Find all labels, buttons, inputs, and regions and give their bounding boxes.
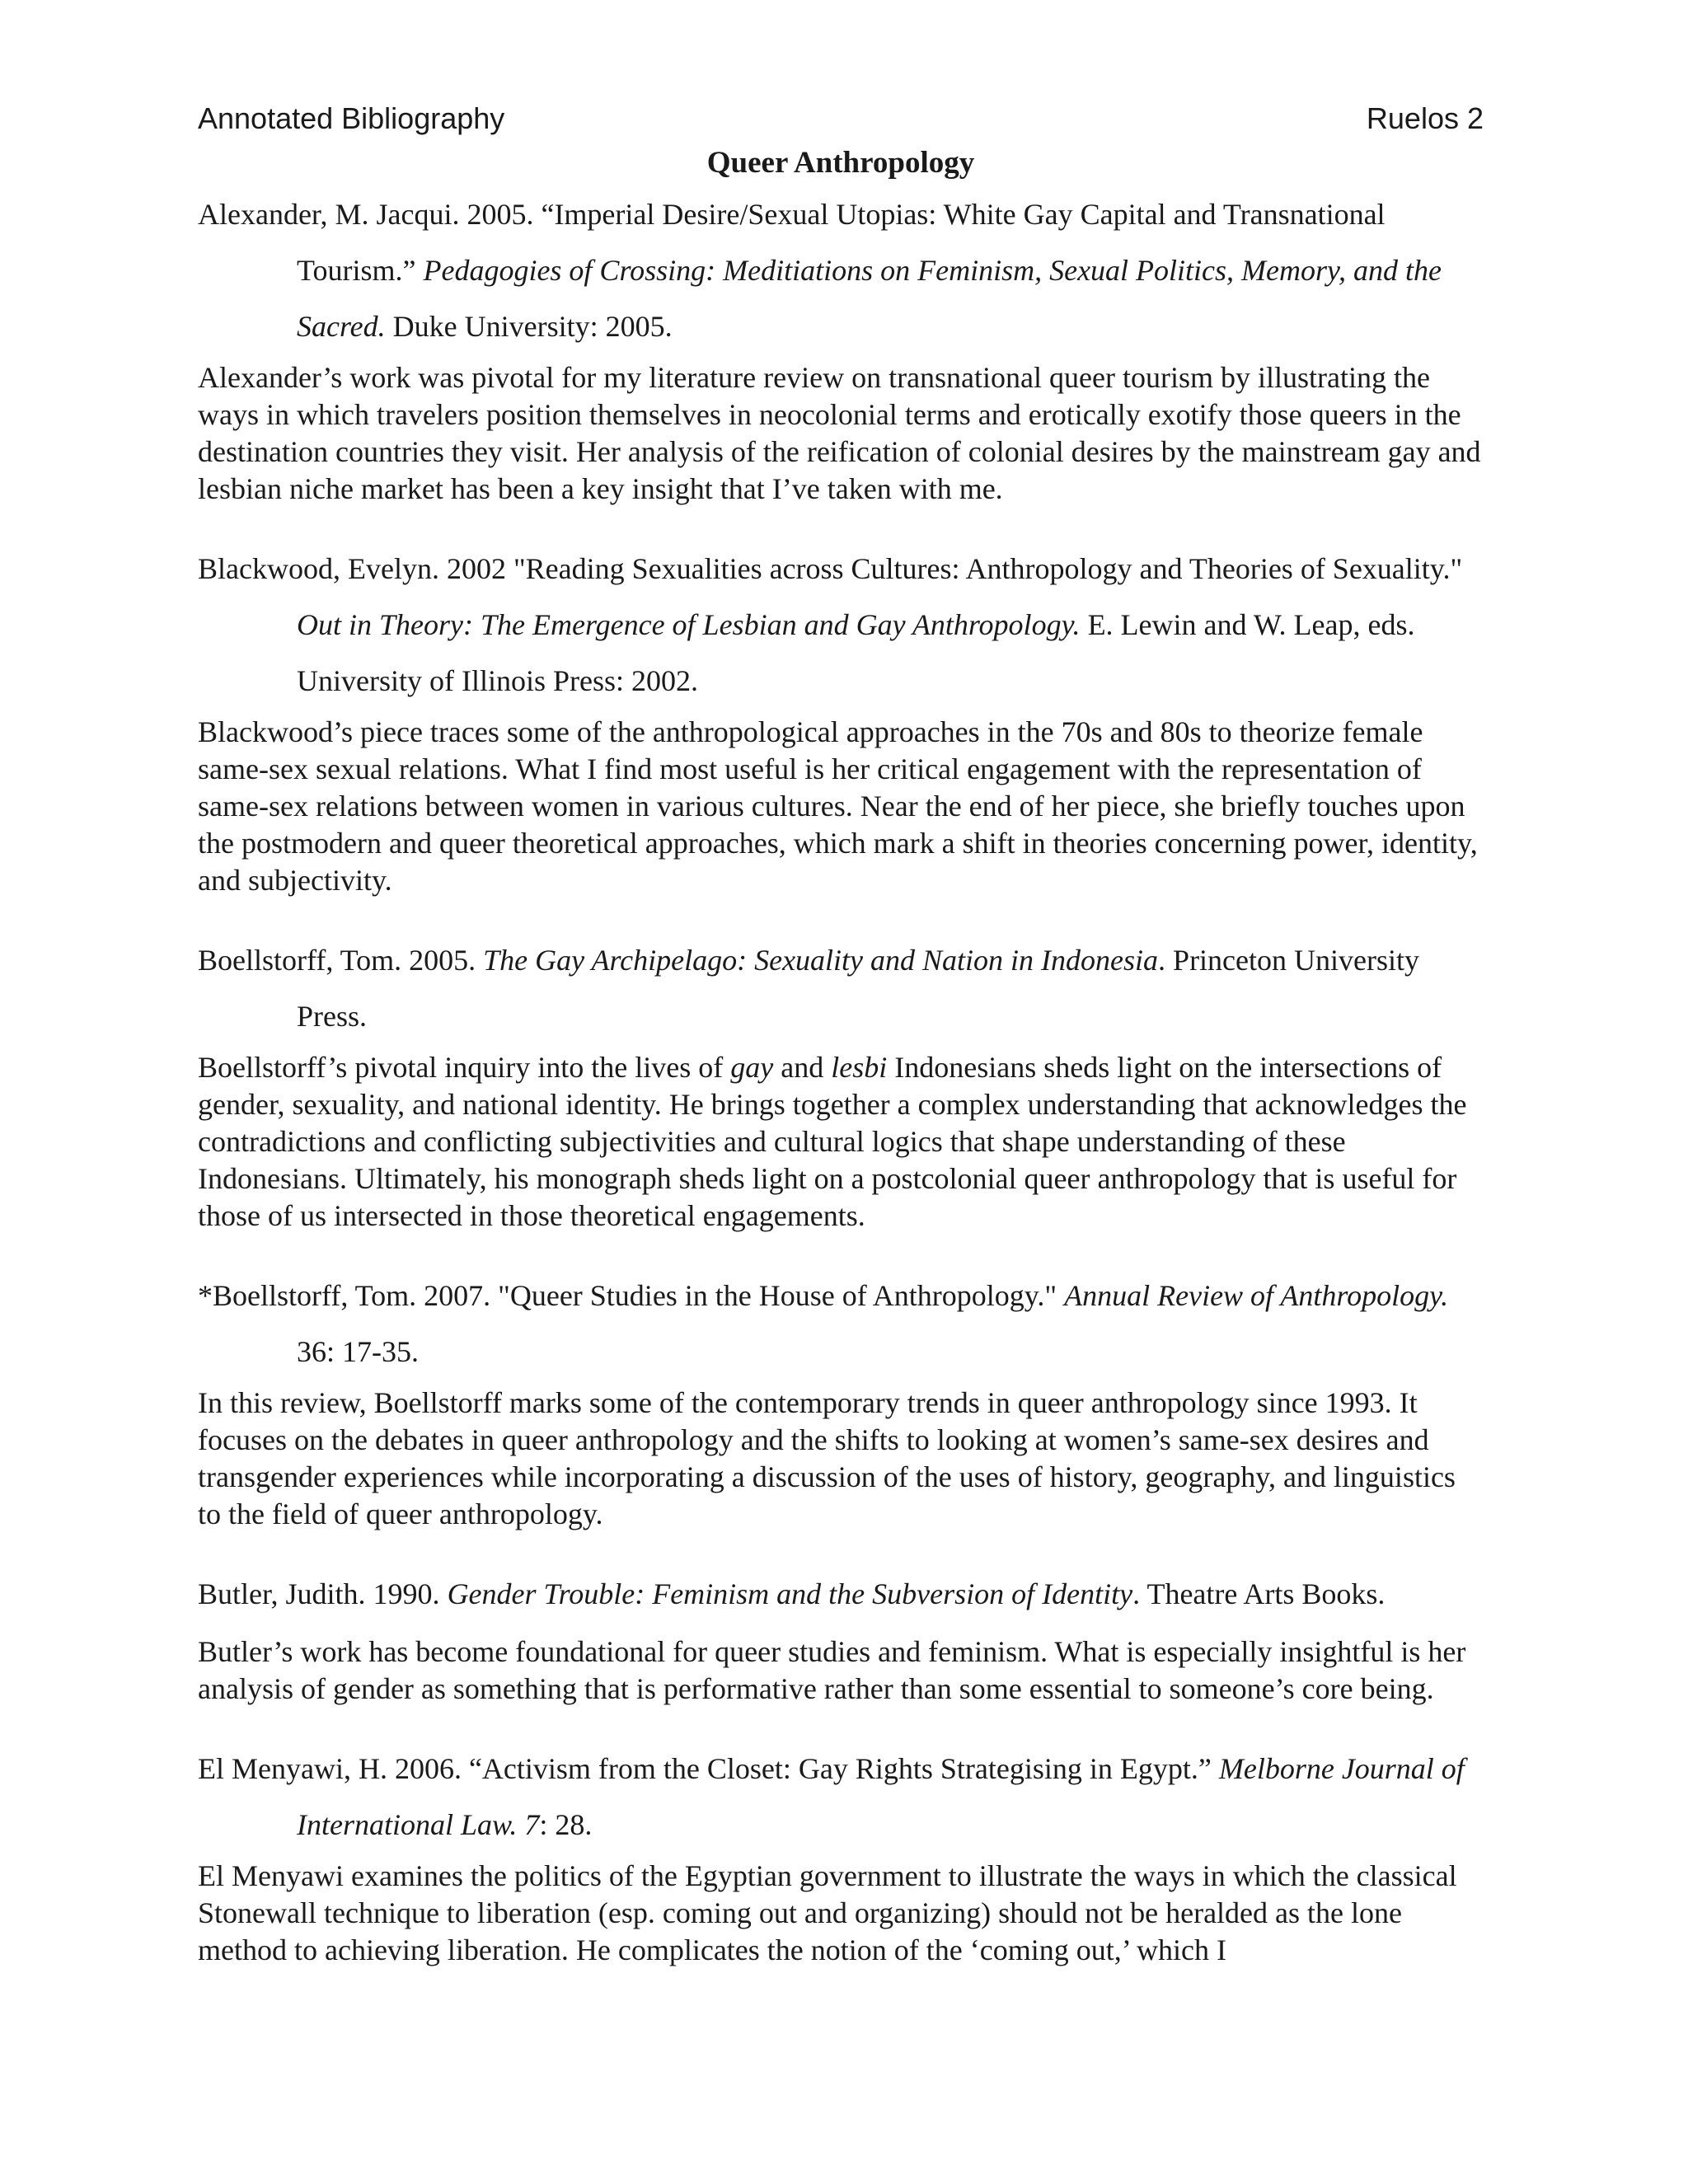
citation [198,541,1484,709]
citation-publisher: . Princeton University Press. [297,944,1419,1033]
citation-publisher: E. Lewin and W. Leap, eds. University of Illinois Press: 2002. [297,608,1415,697]
citation-author-title: Boellstorff, Tom. 2005. [198,944,476,977]
citation-publisher: Duke University: 2005. [392,310,673,343]
citation-source: Gender Trouble: Feminism and the Subversion of Identity [447,1577,1133,1610]
annotation-emphasis: lesbi [831,1051,888,1084]
citation-source: Melborne Journal of International Law. 7 [297,1752,1465,1841]
citation [198,932,1484,1044]
citation [198,1566,1484,1622]
bibliography-entry [198,1268,1484,1533]
annotation: El Menyawi examines the politics of the Egyptian government to illustrate the ways in which the classical Stonewall technique to liberation (esp. coming out and organizing) should not be heralded as the lone method to achieving liberation. He complicates the notion of the ‘coming out,’ which I [198,1859,1457,1966]
bibliography-entry [198,1566,1484,1708]
citation-author-title: Butler, Judith. 1990. [198,1577,440,1610]
citation-author-title: Alexander, M. Jacqui. 2005. “Imperial Desire/Sexual Utopias: White Gay Capital and Transnational Tourism.” [198,198,1386,287]
header-title: Annotated Bibliography [198,101,505,135]
annotation-text: Boellstorff’s pivotal inquiry into the lives of [198,1051,724,1084]
citation-author-title: El Menyawi, H. 2006. “Activism from the Closet: Gay Rights Strategising in Egypt.” [198,1752,1212,1785]
bibliography-entry [198,186,1484,508]
citation [198,186,1484,354]
annotation-text: and [781,1051,824,1084]
citation [198,1741,1484,1853]
annotation: Alexander’s work was pivotal for my literature review on transnational queer tourism by illustrating the ways in which travelers position themselves in neocolonial terms and erotically exotify those queers in the destination countries they visit. Her analysis of the reification of colonial desires by the mainstream gay and lesbian niche market has been a key insight that I’ve taken with me. [198,361,1481,505]
annotation-text: Indonesians sheds light on the intersections of gender, sexuality, and national identity. He brings together a complex understanding that acknowledges the contradictions and conflicting subjectivities and cultural logics that shape understanding of these Indonesians. Ultimately, his monograph sheds light on a postcolonial queer anthropology that is useful for those of us intersected in those theoretical engagements. [198,1051,1467,1232]
citation [198,1268,1484,1380]
citation-source: Out in Theory: The Emergence of Lesbian and Gay Anthropology. [297,608,1081,641]
annotation: In this review, Boellstorff marks some of the contemporary trends in queer anthropology since 1993. It focuses on the debates in queer anthropology and the shifts to looking at women’s same-sex desires and transgender experiences while incorporating a discussion of the uses of history, geography, and linguistics to the field of queer anthropology. [198,1386,1456,1530]
citation-author-title: Blackwood, Evelyn. 2002 "Reading Sexualities across Cultures: Anthropology and Theories of Sexuality." [198,552,1463,585]
annotation: Butler’s work has become foundational for queer studies and feminism. What is especially insightful is her analysis of gender as something that is performative rather than some essential to someone’s core being. [198,1635,1466,1705]
bibliography-entry [198,932,1484,1235]
citation-source: Pedagogies of Crossing: Meditiations on Feminism, Sexual Politics, Memory, and the Sacred. [297,254,1442,343]
header-page-label: Ruelos 2 [1366,101,1484,135]
citation-source: The Gay Archipelago: Sexuality and Nation in Indonesia [483,944,1159,977]
annotation-emphasis: gay [730,1051,774,1084]
citation-publisher: . Theatre Arts Books. [1132,1577,1386,1610]
citation-publisher: : 28. [539,1808,593,1841]
page-header [198,97,1484,140]
annotation [198,1049,1484,1235]
bibliography-entry [198,541,1484,899]
citation-source: Annual Review of Anthropology. [1064,1279,1449,1312]
citation-publisher: 36: 17-35. [297,1335,419,1368]
document-page [198,97,1484,1969]
section-title: Queer Anthropology [706,146,975,180]
bibliography-entry [198,1741,1484,1969]
citation-author-title: *Boellstorff, Tom. 2007. "Queer Studies in the House of Anthropology." [198,1279,1057,1312]
annotation: Blackwood’s piece traces some of the anthropological approaches in the 70s and 80s to theorize female same-sex sexual relations. What I find most useful is her critical engagement with the representation of same-sex relations between women in various cultures. Near the end of her piece, she briefly touches upon the postmodern and queer theoretical approaches, which mark a shift in theories concerning power, identity, and subjectivity. [198,715,1478,897]
